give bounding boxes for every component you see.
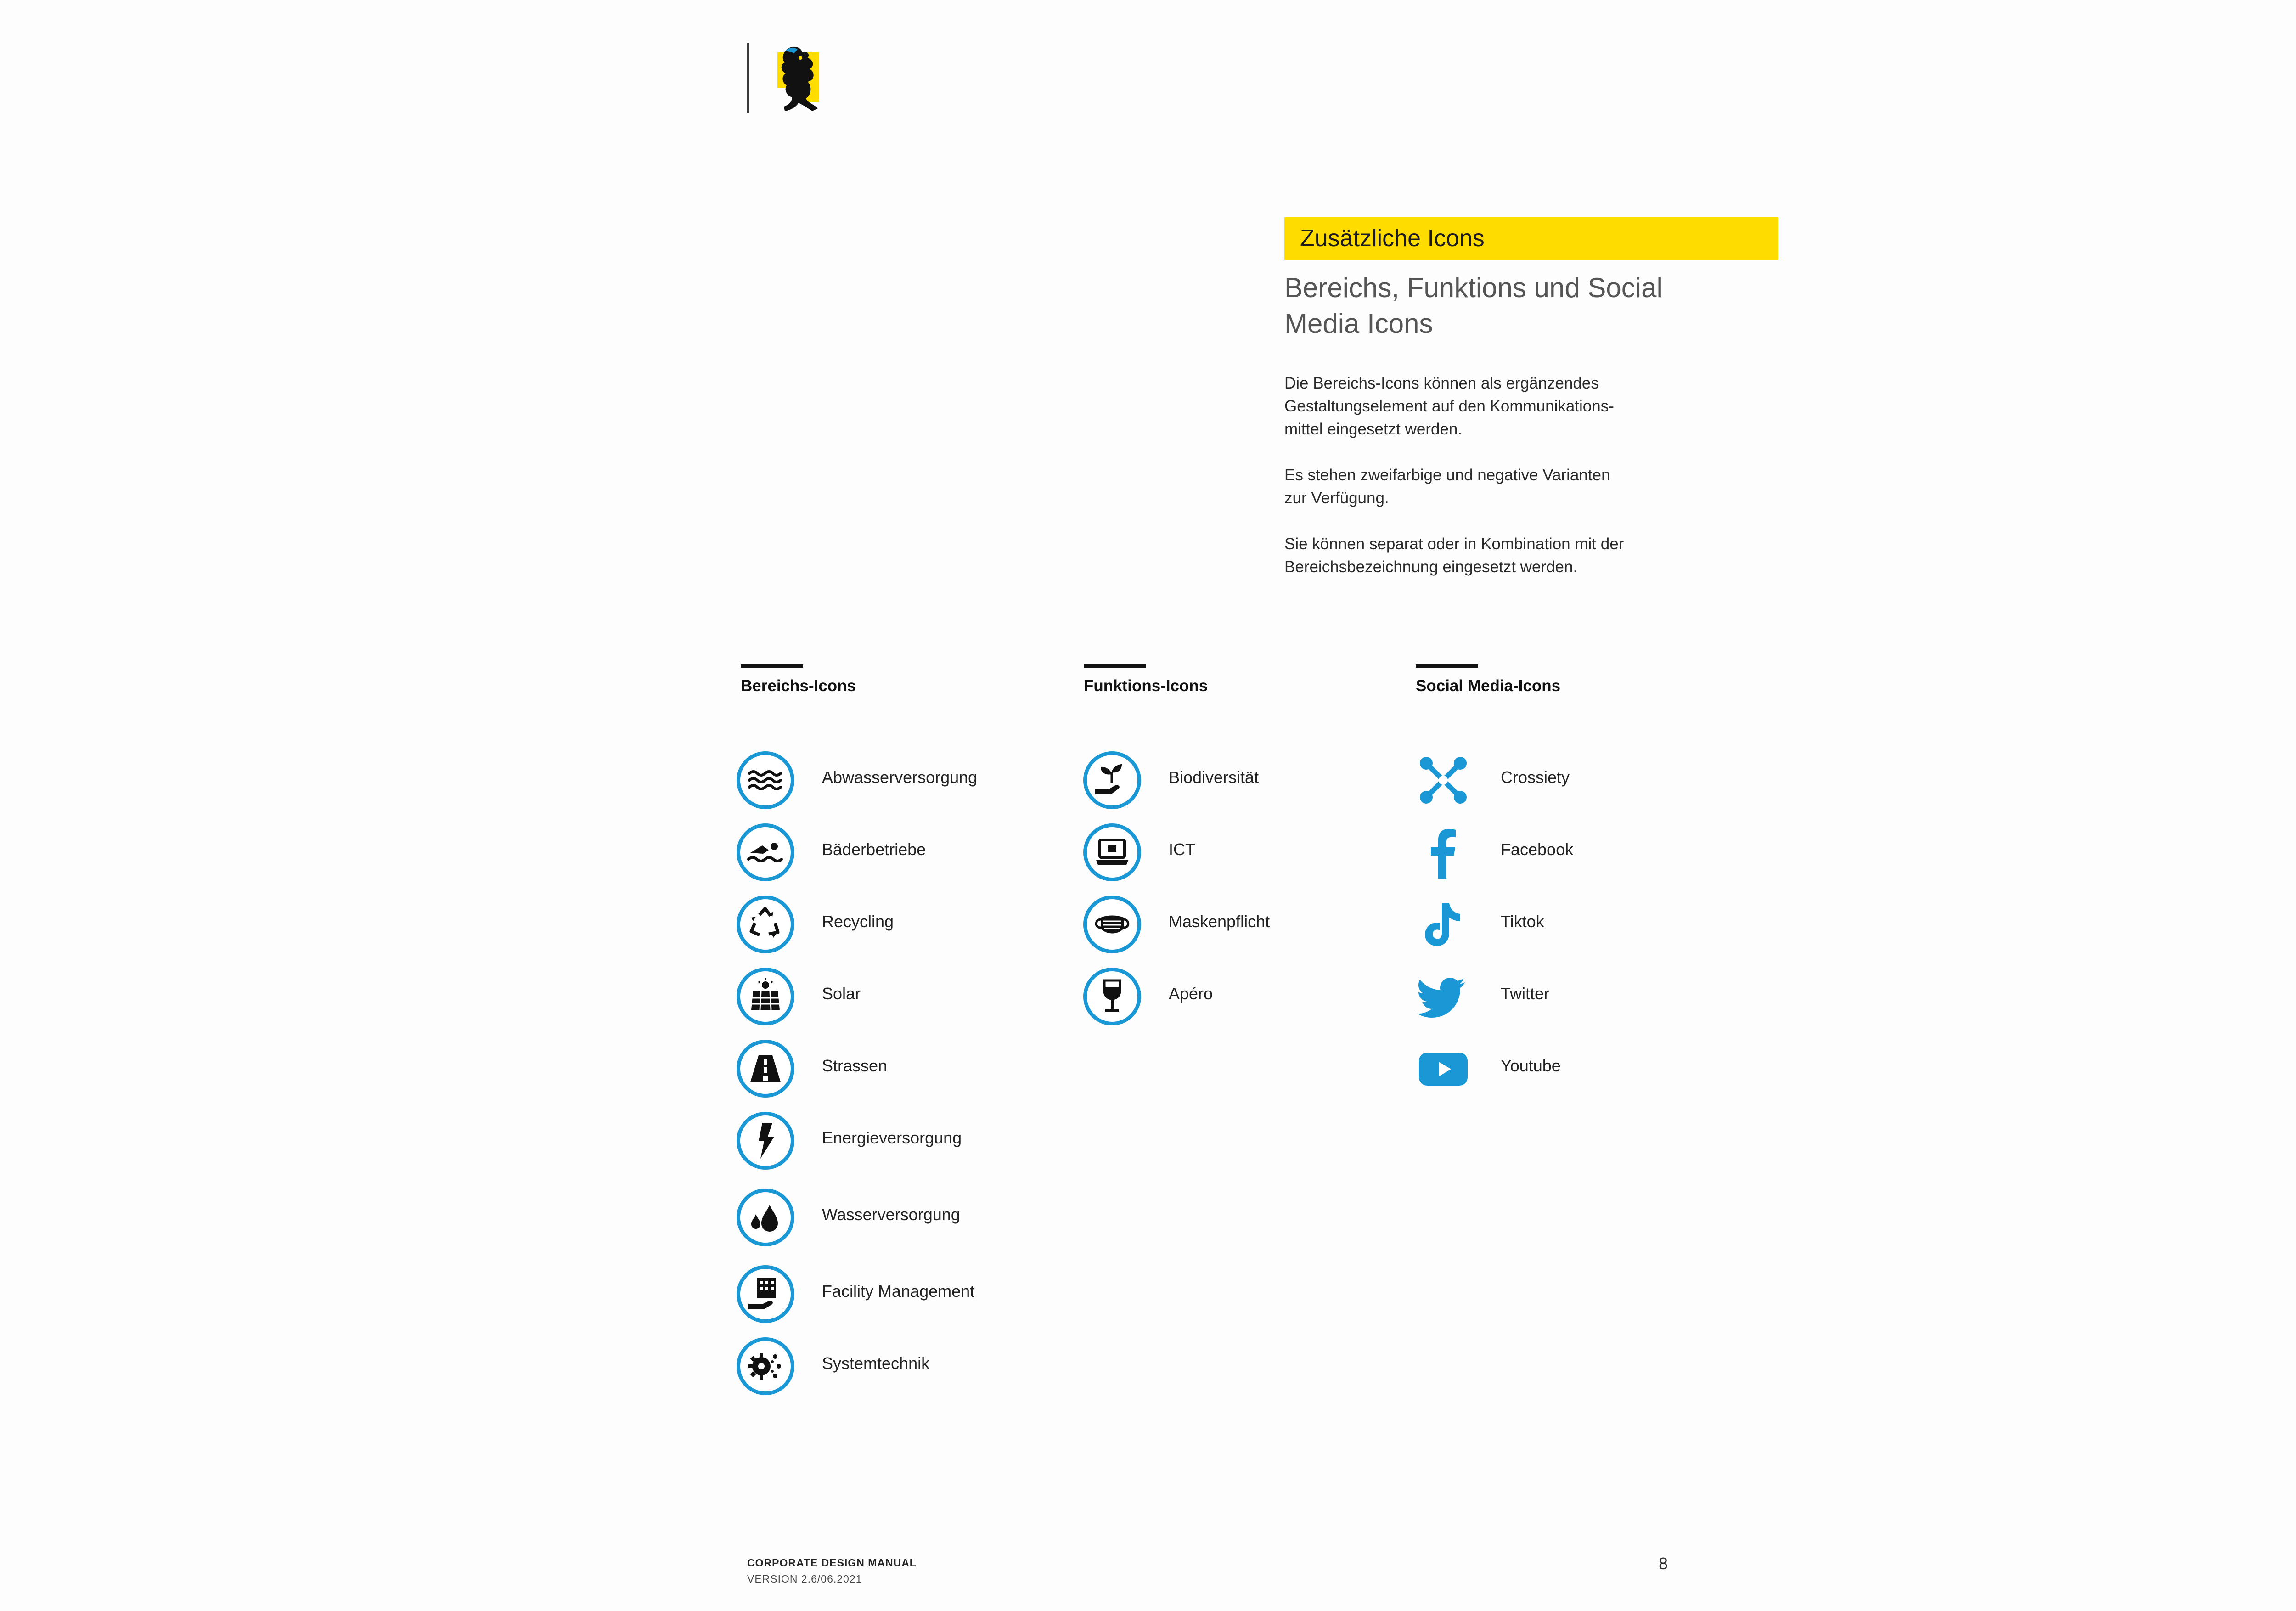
section-tag: Zusätzliche Icons bbox=[1284, 217, 1778, 260]
footer-version: VERSION 2.6/06.2021 bbox=[747, 1573, 862, 1585]
label-ict: ICT bbox=[1169, 840, 1195, 859]
column-bar bbox=[1084, 664, 1146, 668]
label-recycling: Recycling bbox=[822, 912, 894, 931]
section-subtitle bbox=[1284, 270, 1790, 342]
funktions-heading: Funktions-Icons bbox=[1084, 677, 1208, 695]
text-line: Es stehen zweifarbige und negative Varianten bbox=[1284, 466, 1610, 484]
label-abwasserversorgung: Abwasserversorgung bbox=[822, 768, 978, 787]
lightning-icon bbox=[736, 1111, 795, 1171]
recycling-icon bbox=[736, 895, 795, 954]
text-line: mittel eingesetzt werden. bbox=[1284, 420, 1463, 438]
label-facebook: Facebook bbox=[1501, 840, 1574, 859]
swimmer-icon bbox=[736, 822, 795, 882]
subtitle-line-2: Media Icons bbox=[1284, 308, 1433, 339]
footer-title: CORPORATE DESIGN MANUAL bbox=[747, 1557, 917, 1569]
description-paragraph-3 bbox=[1284, 533, 1698, 579]
water-drops-icon bbox=[736, 1188, 795, 1247]
crossiety-icon bbox=[1413, 750, 1473, 810]
text-line: Gestaltungselement auf den Kommunikations- bbox=[1284, 397, 1614, 415]
waves-icon bbox=[736, 750, 795, 810]
description-paragraph-2 bbox=[1284, 464, 1698, 510]
label-maskenpflicht: Maskenpflicht bbox=[1169, 912, 1270, 931]
tiktok-icon bbox=[1413, 895, 1473, 954]
plant-hand-icon bbox=[1082, 750, 1142, 810]
building-hand-icon bbox=[736, 1264, 795, 1324]
column-bar bbox=[741, 664, 803, 668]
label-strassen: Strassen bbox=[822, 1056, 888, 1075]
coat-of-arms-lion-logo bbox=[774, 44, 824, 113]
text-line: Die Bereichs-Icons können als ergänzendes bbox=[1284, 374, 1599, 392]
laptop-icon bbox=[1082, 822, 1142, 882]
twitter-icon bbox=[1413, 967, 1473, 1026]
solar-panel-icon bbox=[736, 967, 795, 1026]
bereichs-heading: Bereichs-Icons bbox=[741, 677, 856, 695]
label-youtube: Youtube bbox=[1501, 1056, 1561, 1075]
text-line: zur Verfügung. bbox=[1284, 489, 1389, 507]
label-biodiversitaet: Biodiversität bbox=[1169, 768, 1259, 787]
social-heading: Social Media-Icons bbox=[1416, 677, 1561, 695]
description-paragraph-1 bbox=[1284, 372, 1698, 441]
label-crossiety: Crossiety bbox=[1501, 768, 1570, 787]
label-twitter: Twitter bbox=[1501, 984, 1550, 1003]
header-divider bbox=[747, 43, 749, 113]
youtube-icon bbox=[1413, 1039, 1473, 1098]
wine-glass-icon bbox=[1082, 967, 1142, 1026]
facebook-icon bbox=[1413, 822, 1473, 882]
face-mask-icon bbox=[1082, 895, 1142, 954]
column-bar bbox=[1416, 664, 1478, 668]
page-number: 8 bbox=[1659, 1554, 1668, 1573]
text-line: Bereichsbezeichnung eingesetzt werden. bbox=[1284, 558, 1578, 576]
label-wasserversorgung: Wasserversorgung bbox=[822, 1205, 960, 1224]
text-line: Sie können separat oder in Kombination mit der bbox=[1284, 535, 1624, 553]
label-systemtechnik: Systemtechnik bbox=[822, 1354, 930, 1373]
label-baederbetriebe: Bäderbetriebe bbox=[822, 840, 926, 859]
label-energieversorgung: Energieversorgung bbox=[822, 1128, 962, 1147]
label-facility-management: Facility Management bbox=[822, 1282, 975, 1301]
road-icon bbox=[736, 1039, 795, 1098]
label-tiktok: Tiktok bbox=[1501, 912, 1544, 931]
label-solar: Solar bbox=[822, 984, 861, 1003]
label-apero: Apéro bbox=[1169, 984, 1213, 1003]
gear-network-icon bbox=[736, 1336, 795, 1396]
subtitle-line-1: Bereichs, Funktions und Social bbox=[1284, 272, 1663, 303]
